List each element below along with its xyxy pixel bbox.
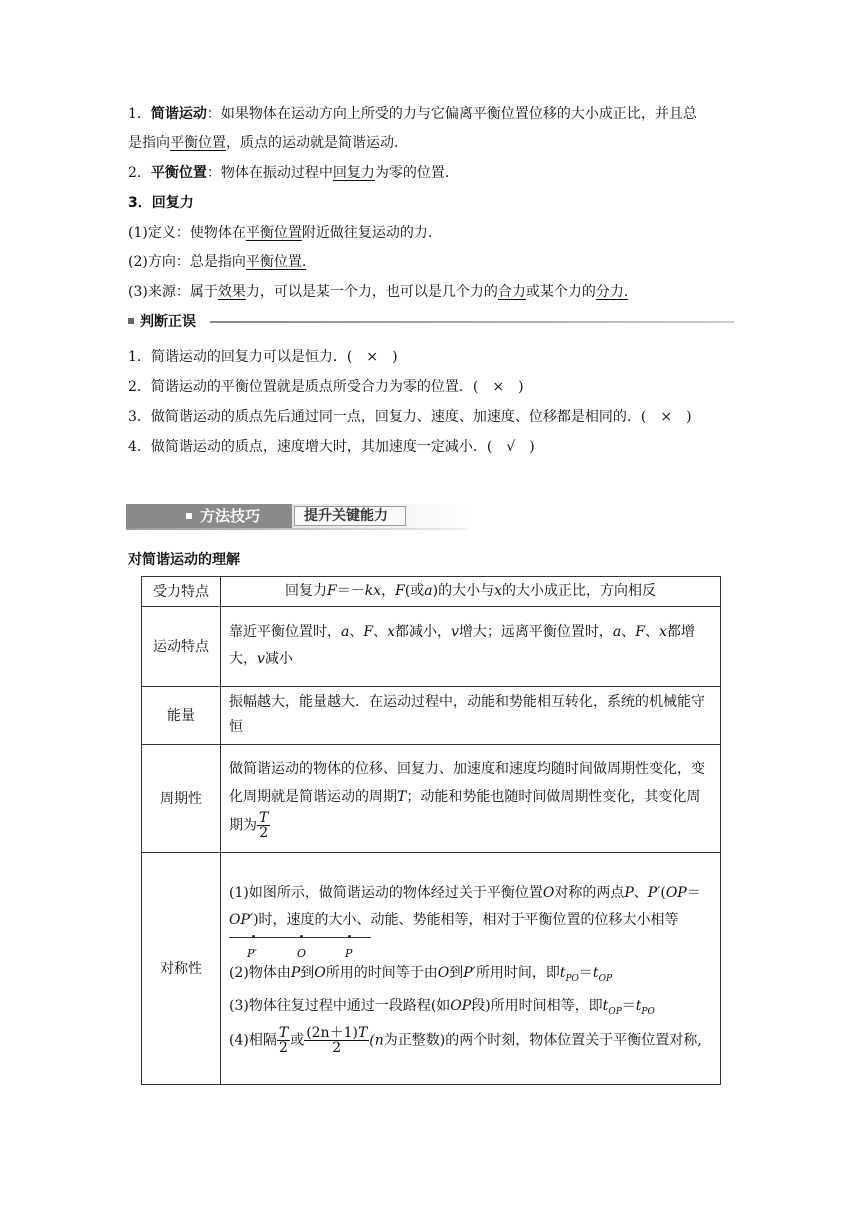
symmetry-point-2: (2)物体由P到O所用的时间等于由O到P′所用时间，即$t_{PO}=t_{OP}$ bbox=[229, 965, 612, 984]
table-row bbox=[142, 745, 721, 853]
concept-3-direction: (2)方向：总是指向平衡位置. bbox=[128, 254, 307, 270]
concept-1-line1: 1．简谐运动：如果物体在运动方向上所受的力与它偏离平衡位置位移的大小成正比，并且总 bbox=[128, 106, 697, 122]
row-key-force: 受力特点 bbox=[142, 577, 221, 607]
underline-balance-position: 平衡位置 bbox=[170, 135, 226, 151]
fraction-t-over-2: $\frac{T}{2}$ bbox=[259, 810, 269, 841]
judge-item-4: 4．做简谐运动的质点，速度增大时，其加速度一定减小．( √ ) bbox=[128, 439, 535, 455]
method-subtitle: 提升关键能力 bbox=[304, 508, 388, 524]
concept-3-source: (3)来源：属于效果力，可以是某一个力，也可以是几个力的合力或某个力的分力. bbox=[128, 284, 629, 300]
row-key-periodicity: 周期性 bbox=[142, 745, 221, 853]
row-key-motion: 运动特点 bbox=[142, 607, 221, 687]
row-key-symmetry: 对称性 bbox=[142, 853, 221, 1085]
judge-section-header bbox=[128, 312, 734, 332]
symmetry-point-3: (3)物体往复过程中通过一段路程(如OP段)所用时间相等，即$t_{OP}=t_{PO}$ bbox=[229, 998, 655, 1017]
row-key-energy: 能量 bbox=[142, 687, 221, 745]
judge-item-1: 1．简谐运动的回复力可以是恒力．( × ) bbox=[128, 349, 398, 365]
row-value-motion: 靠近平衡位置时，a、F、x都减小，v增大；远离平衡位置时，a、F、x都增大，v减小 bbox=[221, 607, 721, 687]
section-title: 对简谐运动的理解 bbox=[128, 552, 240, 568]
symmetry-point-4: (4)相隔 $\frac{T}{2}$ 或 $\frac{(2n+1)T}{2}$ (n为正整数)的两个时刻，物体位置关于平衡位置对称, bbox=[229, 1024, 702, 1056]
judge-item-3: 3．做简谐运动的质点先后通过同一点，回复力、速度、加速度、位移都是相同的．( × ) bbox=[128, 409, 692, 425]
label-p: P bbox=[345, 947, 353, 961]
concept-3-definition: (1)定义：使物体在平衡位置附近做往复运动的力. bbox=[128, 225, 433, 241]
label-o: O bbox=[297, 947, 307, 961]
divider bbox=[210, 321, 734, 323]
concept-2-title: 平衡位置 bbox=[150, 165, 207, 181]
table-row bbox=[142, 577, 721, 607]
symmetry-point-1: (1)如图所示，做简谐运动的物体经过关于平衡位置O对称的两点P、P′(OP＝OP′)时，速度的大小、动能、势能相等，相对于平衡位置的位移大小相等 bbox=[229, 885, 701, 929]
row-value-periodicity: 做简谐运动的物体的位移、回复力、加速度和速度均随时间做周期性变化，变化周期就是简谐运动的周期T；动能和势能也随时间做周期性变化，其变化周期为 $\frac{T}{2}$ bbox=[221, 745, 721, 853]
method-banner bbox=[126, 500, 468, 530]
table-row bbox=[142, 853, 721, 1085]
properties-table bbox=[141, 576, 721, 1085]
table-row bbox=[142, 687, 721, 745]
square-bullet-icon bbox=[128, 318, 134, 324]
judge-item-2: 2．简谐运动的平衡位置就是质点所受合力为零的位置．( × ) bbox=[128, 379, 524, 395]
underline-restoring-force: 回复力 bbox=[332, 165, 375, 181]
concept-3-title: 3．回复力 bbox=[128, 195, 194, 211]
concept-1-title: 简谐运动 bbox=[150, 106, 207, 122]
row-value-force: 回复力F＝－kx，F(或a)的大小与x的大小成正比，方向相反 bbox=[221, 577, 721, 607]
label-p-prime: P′ bbox=[247, 947, 257, 961]
concept-1-line2: 是指向平衡位置，质点的运动就是简谐运动. bbox=[128, 135, 399, 151]
row-value-energy: 振幅越大，能量越大．在运动过程中，动能和势能相互转化，系统的机械能守恒 bbox=[221, 687, 721, 745]
table-row bbox=[142, 607, 721, 687]
symmetry-diagram bbox=[229, 934, 379, 960]
judge-title: 判断正误 bbox=[140, 314, 196, 330]
row-value-symmetry bbox=[221, 853, 721, 1085]
square-bullet-icon bbox=[186, 513, 192, 519]
method-title: 方法技巧 bbox=[200, 507, 261, 525]
concept-2-line: 2．平衡位置：物体在振动过程中回复力为零的位置. bbox=[128, 165, 450, 181]
